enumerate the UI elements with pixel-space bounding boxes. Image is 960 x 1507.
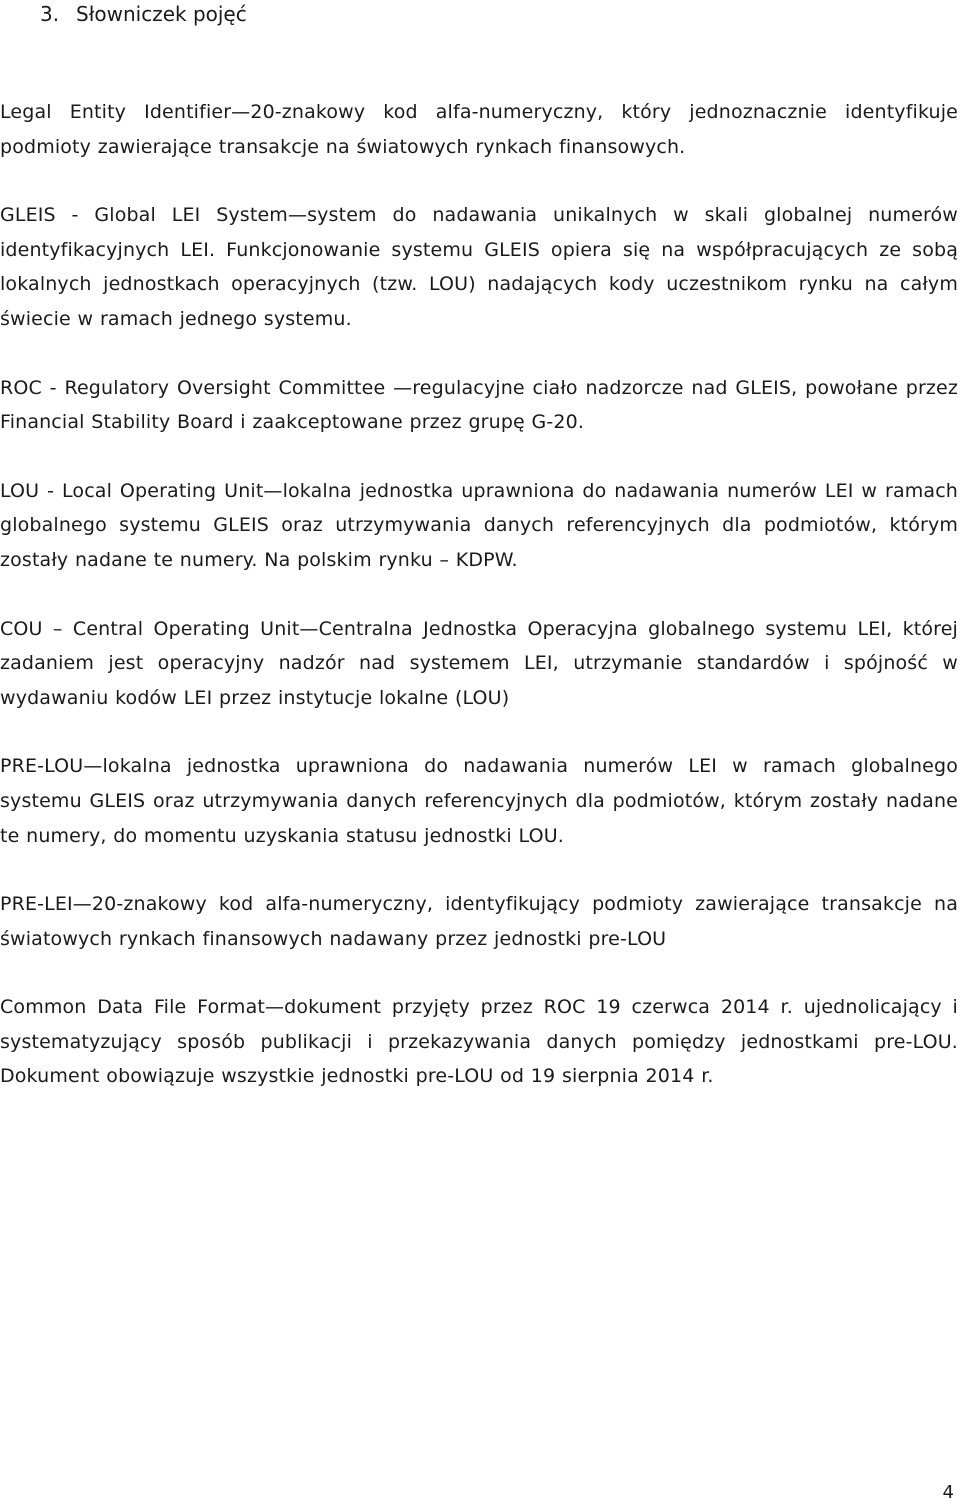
glossary-entry-cdff: Common Data File Format—dokument przyjęty przez ROC 19 czerwca 2014 r. ujednolicający i systematyzujący sposób publikacji i przekazywania danych pomiędzy jednostkami pre-LOU. Dokument obowiązuje wszystkie jednostki pre-LOU od 19 sierpnia 2014 r. [0, 996, 958, 1088]
glossary-entry-lou: LOU - Local Operating Unit—lokalna jednostka uprawniona do nadawania numerów LEI w ramach globalnego systemu GLEIS oraz utrzymywania danych referencyjnych dla podmiotów, którym zostały nadane te numery. Na polskim rynku – KDPW. [0, 479, 958, 571]
section-title: Słowniczek pojęć [76, 2, 247, 26]
glossary-entry-gleis: GLEIS - Global LEI System—system do nadawania unikalnych w skali globalnej numerów identyfikacyjnych LEI. Funkcjonowanie systemu GLEIS opiera się na współpracujących ze sobą lokalnych jednostkach operacyjnych (tzw. LOU) nadających kody uczestnikom rynku na całym świecie w ramach jednego systemu. [0, 204, 958, 330]
glossary-entry-pre-lei: PRE-LEI—20-znakowy kod alfa-numeryczny, identyfikujący podmioty zawierające transakcje na światowych rynkach finansowych nadawany przez jednostki pre-LOU [0, 893, 958, 950]
glossary-entry-cou: COU – Central Operating Unit—Centralna Jednostka Operacyjna globalnego systemu LEI, której zadaniem jest operacyjny nadzór nad systemem LEI, utrzymanie standardów i spójność w wydawaniu kodów LEI przez instytucje lokalne (LOU) [0, 617, 958, 709]
glossary-entry-roc: ROC - Regulatory Oversight Committee —regulacyjne ciało nadzorcze nad GLEIS, powołane przez Financial Stability Board i zaakceptowane przez grupę G-20. [0, 376, 958, 434]
glossary-entry-lei: Legal Entity Identifier—20-znakowy kod alfa-numeryczny, który jednoznacznie identyfikuje podmioty zawierające transakcje na światowych rynkach finansowych. [0, 101, 958, 158]
glossary-entry-pre-lou: PRE-LOU—lokalna jednostka uprawniona do nadawania numerów LEI w ramach globalnego systemu GLEIS oraz utrzymywania danych referencyjnych dla podmiotów, którym zostały nadane te numery, do momentu uzyskania statusu jednostki LOU. [0, 755, 958, 847]
section-heading [40, 0, 247, 28]
section-number: 3. [40, 2, 60, 26]
glossary-list [0, 95, 958, 1128]
page-number: 4 [942, 1482, 954, 1503]
